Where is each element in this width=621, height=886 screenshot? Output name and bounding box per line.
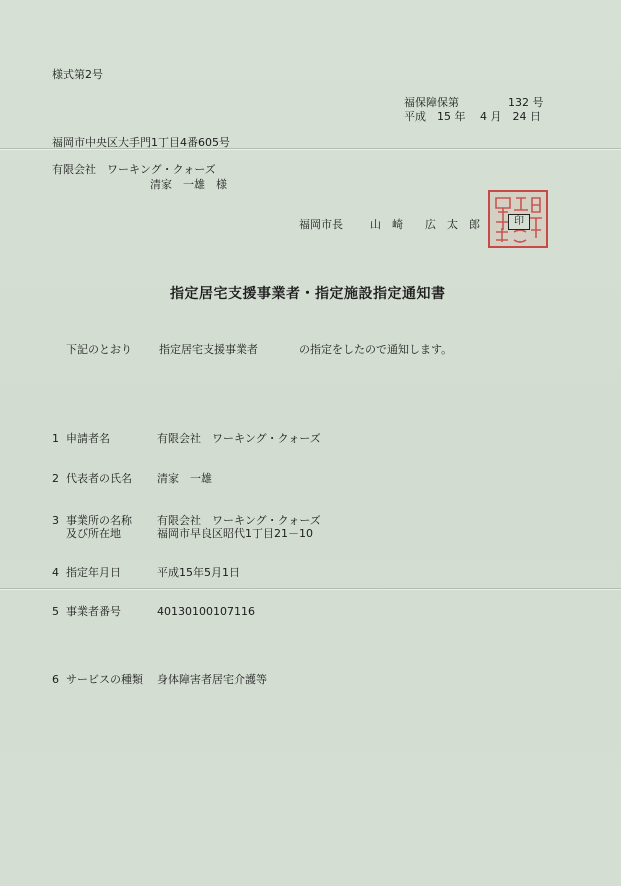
item-number: 4 <box>52 566 59 579</box>
item-value: 清家 一雄 <box>157 472 212 485</box>
doc-ref-prefix: 福保障保第 <box>404 96 459 109</box>
recipient-address: 福岡市中央区大手門1丁目4番605号 <box>52 136 230 149</box>
item-label: 代表者の氏名 <box>66 472 132 485</box>
item-number: 1 <box>52 432 59 445</box>
item-number: 2 <box>52 472 59 485</box>
item-label: 事業所の名称 <box>66 514 132 527</box>
item-value: 身体障害者居宅介護等 <box>157 673 267 686</box>
form-number: 様式第2号 <box>52 68 103 81</box>
item-value: 平成15年5月1日 <box>157 566 240 579</box>
doc-ref-number: 132 号 <box>508 96 544 109</box>
item-value: 有限会社 ワーキング・クォーズ <box>157 514 321 527</box>
item-value-secondary: 福岡市早良区昭代1丁目21－10 <box>157 527 313 540</box>
fold-line <box>0 588 621 589</box>
recipient-representative: 清家 一雄 様 <box>150 178 227 191</box>
item-label: サービスの種類 <box>66 673 143 686</box>
item-number: 3 <box>52 514 59 527</box>
item-label: 指定年月日 <box>66 566 121 579</box>
document-title: 指定居宅支援事業者・指定施設指定通知書 <box>170 286 446 302</box>
intro-text-3: の指定をしたので通知します。 <box>299 343 453 356</box>
seal-mark-label: 印 <box>508 214 530 230</box>
intro-text-1: 下記のとおり <box>66 343 132 356</box>
recipient-company: 有限会社 ワーキング・クォーズ <box>52 163 216 176</box>
item-value: 有限会社 ワーキング・クォーズ <box>157 432 321 445</box>
sender-title: 福岡市長 <box>299 218 343 231</box>
item-label: 事業者番号 <box>66 605 121 618</box>
item-value: 40130100107116 <box>157 605 255 618</box>
item-label: 申請者名 <box>66 432 110 445</box>
item-label-secondary: 及び所在地 <box>66 527 121 540</box>
item-number: 6 <box>52 673 59 686</box>
sender-name: 山 崎 広 太 郎 <box>370 218 480 231</box>
doc-date: 平成 15 年 4 月 24 日 <box>404 110 541 123</box>
intro-text-2: 指定居宅支援事業者 <box>159 343 258 356</box>
item-number: 5 <box>52 605 59 618</box>
